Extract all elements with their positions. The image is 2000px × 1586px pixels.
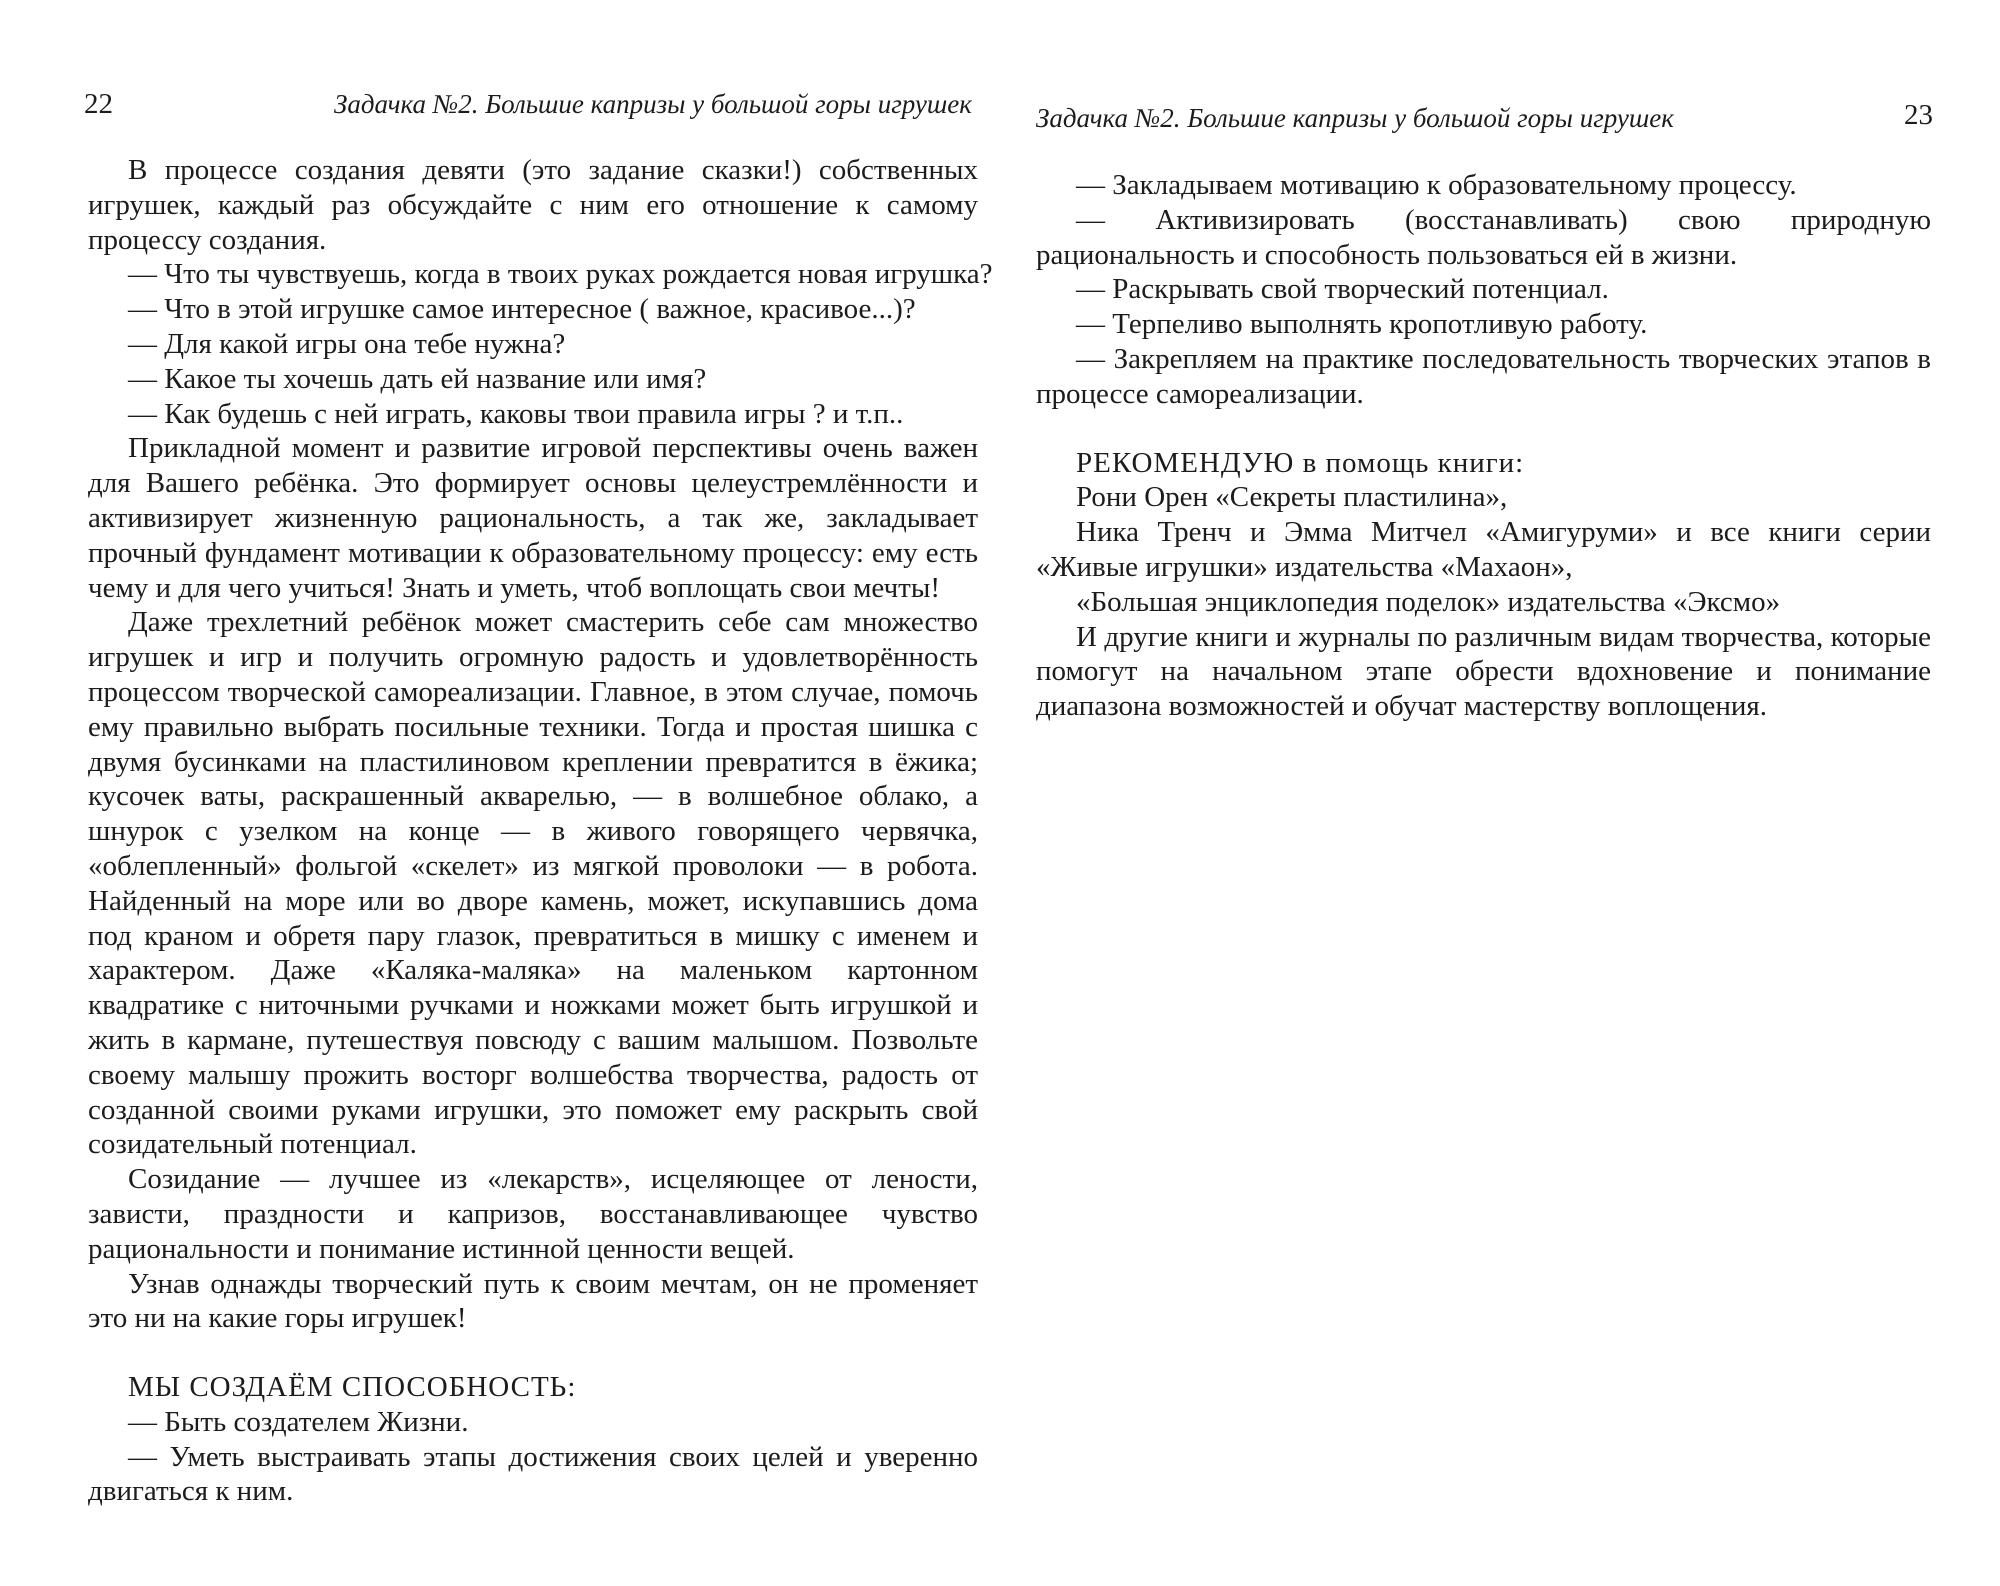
spacer	[88, 1336, 978, 1370]
ability-item: — Уметь выстраивать этапы достижения своих целей и уверенно двигаться к ним.	[88, 1440, 978, 1508]
paragraph: Узнав однажды творческий путь к своим мечтам, он не променяет это ни на какие горы игрушек!	[88, 1267, 978, 1335]
book-item: Ника Тренч и Эмма Митчел «Амигуруми» и все книги серии «Живые игрушки» издательства «Махаон»,	[1036, 516, 1931, 583]
question-item: — Что в этой игрушке самое интересное ( важное, красивое...)?	[128, 293, 916, 326]
right-page	[1000, 0, 2000, 1586]
question-item: — Что ты чувствуешь, когда в твоих руках рождается новая игрушка?	[128, 258, 993, 291]
question-item: — Для какой игры она тебе нужна?	[128, 327, 566, 360]
question-item: — Как будешь с ней играть, каковы твои правила игры ? и т.п..	[128, 397, 904, 430]
page-number: 23	[1904, 99, 1933, 131]
paragraph: Даже трехлетний ребёнок может смастерить себе сам множество игрушек и игр и получить огромную радость и удовлетворённость процессом творческой самореализации. Главное, в этом случае, помочь ему правильно выбрать посильные техники. Тогда и простая шишка с двумя бусинками на пластилиновом креплении превратится в ёжика; кусочек ваты, раскрашенный акварелью, — в волшебное облако, а шнурок с узелком на конце — в живого говорящего червячка, «облепленный» фольгой «скелет» из мягкой проволоки — в робота. Найденный на море или во дворе камень, может, искупавшись дома под краном и обретя пару глазок, превратиться в мишку с именем и характером. Даже «Каляка-маляка» на маленьком картонном квадратике с ниточными ручками и ножками может быть игрушкой и жить в кармане, путешествуя повсюду с вашим малышом. Позвольте своему малышу прожить восторг волшебства творчества, радость от созданной своими руками игрушки, это поможет ему раскрыть свой созидательный потенциал.	[88, 606, 978, 1161]
book-item: «Большая энциклопедия поделок» издательства «Эксмо»	[1076, 585, 1781, 618]
goal-item: — Активизировать (восстанавливать) свою природную рациональность и способность пользоваться ей в жизни.	[1036, 203, 1931, 271]
question-item: — Какое ты хочешь дать ей название или имя?	[128, 362, 707, 395]
page-body	[88, 153, 993, 1509]
goal-item: — Закрепляем на практике последовательность творческих этапов в процессе самореализации.	[1036, 342, 1931, 410]
page-body	[1036, 168, 1931, 724]
ability-item: — Быть создателем Жизни.	[128, 1405, 469, 1438]
paragraph: Прикладной момент и развитие игровой перспективы очень важен для Вашего ребёнка. Это формирует основы целеустремлённости и активизирует жизненную рациональность, а так же, закладывает прочный фундамент мотивации к образовательному процессу: ему есть чему и для чего учиться! Знать и уметь, чтоб воплощать свои мечты!	[88, 432, 978, 604]
running-head: Задачка №2. Большие капризы у большой горы игрушек	[334, 89, 972, 119]
paragraph: Созидание — лучшее из «лекарств», исцеляющее от лености, зависти, праздности и капризов, восстанавливающее чувство рациональности и понимание истинной ценности вещей.	[88, 1163, 978, 1265]
paragraph: И другие книги и журналы по различным видам творчества, которые помогут на начальном этапе обрести вдохновение и понимание диапазона возможностей и обучат мастерству воплощения.	[1036, 620, 1931, 723]
section-heading: МЫ СОЗДАЁМ СПОСОБНОСТЬ:	[128, 1371, 577, 1404]
page-number: 22	[84, 88, 113, 120]
goal-item: — Раскрывать свой творческий потенциал.	[1076, 273, 1609, 306]
goal-item: — Терпеливо выполнять кропотливую работу.	[1076, 308, 1648, 341]
book-item: Рони Орен «Секреты пластилина»,	[1076, 481, 1508, 514]
section-heading: РЕКОМЕНДУЮ в помощь книги:	[1076, 446, 1525, 479]
paragraph: В процессе создания девяти (это задание сказки!) собственных игрушек, каждый раз обсуждайте с ним его отношение к самому процессу создания.	[88, 154, 978, 256]
spacer	[1036, 412, 1931, 446]
running-head: Задачка №2. Большие капризы у большой горы игрушек	[1036, 103, 1674, 133]
goal-item: — Закладываем мотивацию к образовательному процессу.	[1076, 169, 1797, 201]
